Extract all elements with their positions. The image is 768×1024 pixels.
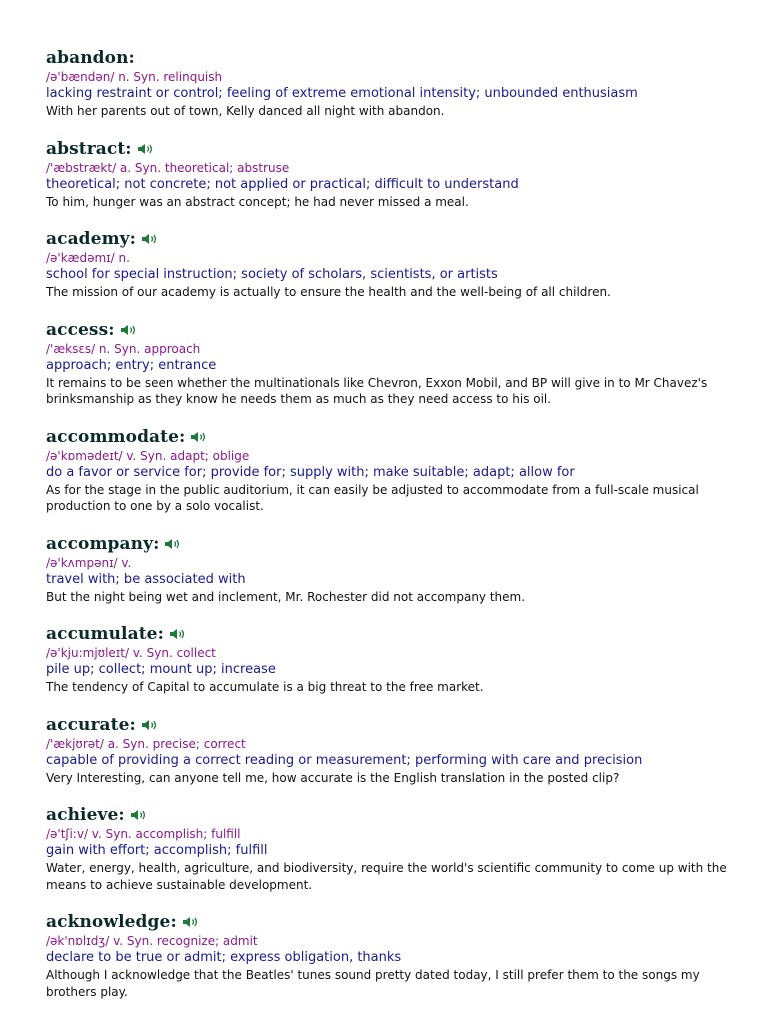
entry-access (46, 319, 736, 408)
speaker-icon[interactable] (141, 719, 159, 731)
definition: travel with; be associated with (46, 571, 246, 587)
definition: gain with effort; accomplish; fulfill (46, 843, 268, 858)
speaker-icon[interactable] (141, 233, 159, 245)
example-sentence: As for the stage in the public auditorium, it can easily be adjusted to accommodate from a full-scale musical production to one by a solo vocalist. (46, 482, 699, 513)
example-sentence: But the night being wet and inclement, Mr. Rochester did not accompany them. (46, 589, 526, 604)
pronunciation: /ə'kʌmpənɪ/ v. (46, 555, 132, 570)
example-sentence: The mission of our academy is actually to ensure the health and the well-being of all children. (46, 285, 611, 299)
headword-line (46, 426, 736, 448)
example-sentence: Very Interesting, can anyone tell me, how accurate is the English translation in the posted clip? (46, 770, 620, 785)
definition: theoretical; not concrete; not applied or practical; difficult to understand (46, 176, 519, 192)
headword: accompany: (46, 533, 160, 554)
pronunciation: /ə'kju:mjʊleɪt/ v. Syn. collect (46, 646, 216, 660)
entry-accumulate (46, 623, 736, 696)
definition: lacking restraint or control; feeling of extreme emotional intensity; unbounded enthusiasm (46, 86, 638, 101)
speaker-icon[interactable] (130, 809, 148, 821)
vocabulary-list (46, 47, 736, 1018)
headword: academy: (46, 229, 137, 249)
speaker-icon[interactable] (137, 143, 155, 155)
speaker-icon[interactable] (120, 324, 138, 336)
pronunciation: /ək'nɒlɪdʒ/ v. Syn. recognize; admit (46, 934, 258, 948)
entry-academy (46, 228, 736, 301)
headword-line (46, 714, 736, 736)
entry-accommodate (46, 426, 736, 515)
headword: acknowledge: (46, 912, 177, 932)
speaker-icon[interactable] (169, 628, 187, 640)
pronunciation: /ə'tʃi:v/ v. Syn. accomplish; fulfill (46, 827, 241, 841)
entry-abstract (46, 138, 736, 211)
entry-acknowledge (46, 911, 736, 1000)
definition: school for special instruction; society of scholars, scientists, or artists (46, 267, 498, 282)
pronunciation: /'ækjʊrət/ a. Syn. precise; correct (46, 736, 246, 751)
headword: access: (46, 319, 115, 340)
example-sentence: With her parents out of town, Kelly danced all night with abandon. (46, 104, 445, 118)
speaker-icon[interactable] (164, 538, 182, 550)
example-sentence: It remains to be seen whether the multinationals like Chevron, Exxon Mobil, and BP will give in to Mr Chavez's brinksmanship as they know he needs them as much as they need access to his oil. (46, 375, 708, 406)
pronunciation: /ə'kɒmədeɪt/ v. Syn. adapt; oblige (46, 448, 250, 463)
example-sentence: To him, hunger was an abstract concept; he had never missed a meal. (46, 194, 469, 209)
headword-line (46, 138, 736, 160)
headword: accumulate: (46, 624, 164, 644)
speaker-icon[interactable] (182, 916, 200, 928)
headword-line (46, 533, 736, 555)
headword-line (46, 804, 736, 826)
definition: pile up; collect; mount up; increase (46, 662, 276, 677)
example-sentence: Although I acknowledge that the Beatles' tunes sound pretty dated today, I still prefer them to the songs my brothers play. (46, 968, 700, 999)
example-sentence: Water, energy, health, agriculture, and biodiversity, require the world's scientific community to come up with the means to achieve sustainable development. (46, 861, 727, 892)
definition: do a favor or service for; provide for; supply with; make suitable; adapt; allow for (46, 464, 575, 480)
pronunciation: /ə'bændən/ n. Syn. relinquish (46, 70, 223, 84)
headword: accurate: (46, 714, 136, 735)
headword: accommodate: (46, 426, 186, 447)
definition: approach; entry; entrance (46, 357, 217, 373)
pronunciation: /'æbstrækt/ a. Syn. theoretical; abstruse (46, 160, 290, 175)
headword-line (46, 911, 736, 933)
headword: abstract: (46, 138, 132, 159)
headword-line (46, 228, 736, 250)
entry-achieve (46, 804, 736, 893)
headword-line (46, 319, 736, 341)
headword: achieve: (46, 805, 125, 825)
headword: abandon: (46, 48, 135, 68)
pronunciation: /'æksɛs/ n. Syn. approach (46, 341, 201, 356)
definition: declare to be true or admit; express obligation, thanks (46, 950, 402, 965)
entry-abandon (46, 47, 736, 120)
entry-accompany (46, 533, 736, 606)
entry-accurate (46, 714, 736, 787)
example-sentence: The tendency of Capital to accumulate is a big threat to the free market. (46, 680, 484, 694)
headword-line (46, 47, 736, 69)
pronunciation: /ə'kædəmɪ/ n. (46, 251, 130, 265)
speaker-icon[interactable] (190, 431, 208, 443)
headword-line (46, 623, 736, 645)
definition: capable of providing a correct reading or measurement; performing with care and precision (46, 752, 643, 768)
